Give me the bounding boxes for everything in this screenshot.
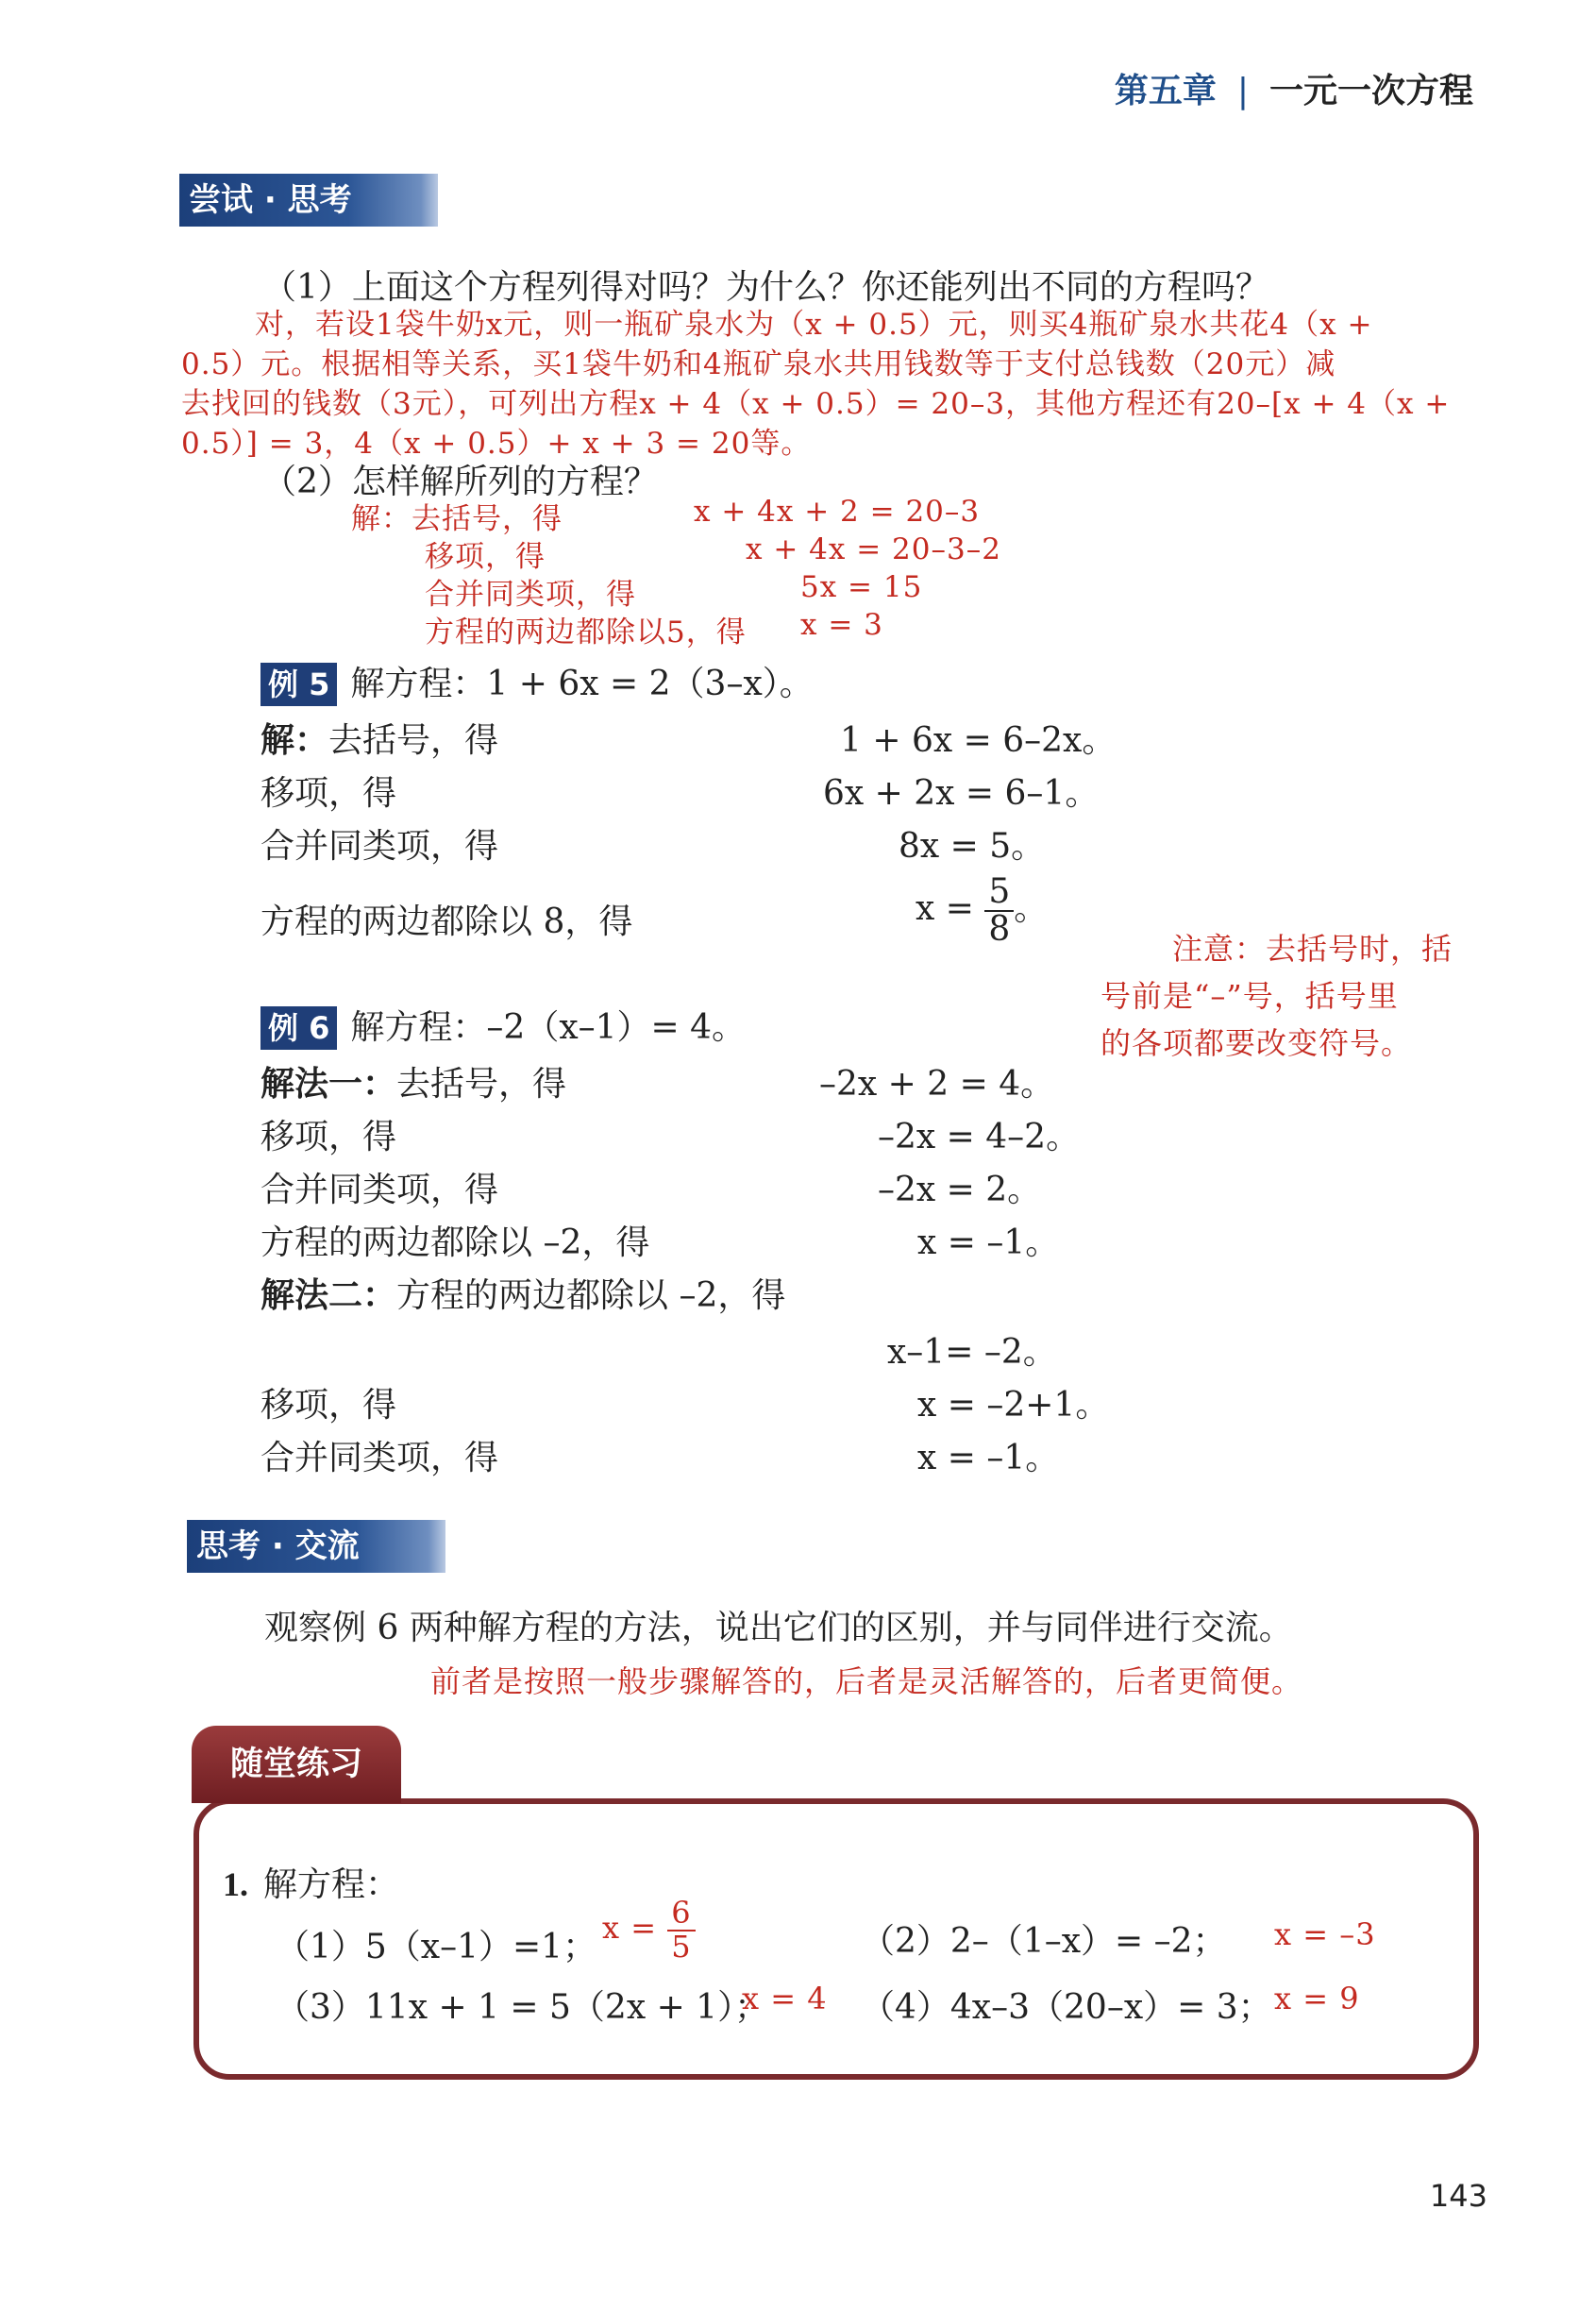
answer-1-line-2: 0.5）元。根据相等关系，买1袋牛奶和4瓶矿泉水共用钱数等于支付总钱数（20元）减 [181,347,1336,381]
example-5-step-3-label: 合并同类项，得 [260,827,499,866]
section-tag-think-discuss: 思考 · 交流 [187,1520,428,1573]
page-number: 143 [1429,2178,1487,2214]
method-1-step-4-eq: x = –1。 [917,1223,1060,1262]
answer-2-step-4-eq: x = 3 [800,608,883,642]
practice-item-3: （3）11x + 1 = 5（2x + 1）； [276,1988,769,2027]
answer-1-line-4: 0.5）] = 3，4（x + 0.5）+ x + 3 = 20等。 [181,427,812,461]
example-6-method-1-step-1 [260,1057,566,1105]
note-line-1: 注意：去括号时，括 [1172,931,1453,967]
practice-answer-1 [602,1895,696,1965]
fraction-denominator: 5 [671,1928,692,1965]
question-1: （1）上面这个方程列得对吗？为什么？你还能列出不同的方程吗？ [262,268,1269,307]
example-5-heading [260,657,814,706]
answer-2-step-1-eq: x + 4x + 2 = 20–3 [694,495,981,529]
practice-tab: 随堂练习 [192,1726,401,1803]
chapter-title: 一元一次方程 [1268,72,1473,110]
note-line-2: 号前是“–”号，括号里 [1100,978,1399,1014]
discussion-question: 观察例 6 两种解方程的方法，说出它们的区别，并与同伴进行交流。 [264,1609,1293,1647]
example-5-step-1-eq: 1 + 6x = 6–2x。 [840,721,1117,760]
example-5-step-4-label: 方程的两边都除以 8，得 [260,902,633,941]
example-6-badge: 例 6 [260,1006,337,1050]
example-6-heading [260,1001,746,1050]
discussion-answer: 前者是按照一般步骤解答的，后者是灵活解答的，后者更简便。 [430,1663,1303,1699]
answer-2-step-3-label: 合并同类项，得 [425,578,636,612]
practice-item-4: （4）4x–3（20–x）= 3； [861,1988,1272,2027]
method-1-step-2-label: 移项，得 [260,1118,397,1156]
answer-2-step-2-label: 移项，得 [425,540,546,574]
method-1-step-4-label: 方程的两边都除以 –2，得 [260,1223,650,1262]
example-5-step-4-eq-suffix: 。 [1014,888,1049,928]
method-1-prefix: 解法一： [260,1064,397,1104]
method-1-step-3-label: 合并同类项，得 [260,1171,499,1209]
header-separator: | [1236,72,1249,110]
example-5-solution-prefix: 解： [260,720,329,760]
example-5-step-2-label: 移项，得 [260,774,397,813]
answer-2-step-1-label: 解：去括号，得 [351,502,563,536]
example-5-step-1 [260,714,498,762]
example-5-problem: 解方程：1 + 6x = 2（3–x）。 [350,665,814,703]
fraction-numerator: 6 [667,1898,695,1931]
chapter-number: 第五章 [1114,72,1217,110]
note-line-3: 的各项都要改变符号。 [1100,1025,1413,1061]
practice-answer-4: x = 9 [1274,1981,1360,2016]
practice-answer-1-prefix: x = [602,1910,658,1947]
fraction-denominator: 8 [988,909,1011,949]
question-2: （2）怎样解所列的方程？ [262,463,658,501]
answer-1-line-1: 对，若设1袋牛奶x元，则一瓶矿泉水为（x + 0.5）元，则买4瓶矿泉水共花4（x + [255,308,1373,342]
method-2-intro-text: 方程的两边都除以 –2，得 [396,1276,786,1315]
example-6-method-2-intro [260,1269,785,1317]
method-2-first-eq: x–1= –2。 [887,1333,1057,1372]
practice-item-1: （1）5（x–1）=1； [276,1928,597,1966]
method-2-step-1-eq: x = –2+1。 [917,1386,1110,1425]
practice-instruction-text: 解方程： [263,1865,400,1904]
example-5-step-4-eq [916,874,1048,948]
answer-2-step-2-eq: x + 4x = 20–3–2 [746,532,1001,566]
practice-item-2: （2）2–（1–x）= –2； [861,1922,1227,1961]
section-tag-try-think: 尝试 · 思考 [179,174,421,227]
method-1-step-1-label: 去括号，得 [396,1065,567,1104]
chapter-header [1115,64,1473,112]
answer-2-step-4-label: 方程的两边都除以5，得 [425,616,747,649]
answer-1-line-3: 去找回的钱数（3元），可列出方程x + 4（x + 0.5）= 20–3，其他方程还有20–[x + 4（x + [181,387,1451,421]
example-5-badge: 例 5 [260,663,337,706]
fraction-numerator: 5 [984,874,1014,912]
practice-instruction [223,1858,399,1906]
fraction-6-5 [667,1895,695,1965]
fraction-5-8 [984,874,1014,948]
answer-2-step-3-eq: 5x = 15 [800,570,923,604]
practice-answer-2: x = –3 [1274,1916,1376,1952]
method-2-step-2-eq: x = –1。 [917,1439,1060,1477]
example-6-problem: 解方程：–2（x–1）= 4。 [350,1008,747,1047]
example-5-step-2-eq: 6x + 2x = 6–1。 [823,774,1100,813]
method-1-step-1-eq: –2x + 2 = 4。 [819,1065,1055,1104]
method-1-step-2-eq: –2x = 4–2。 [878,1118,1081,1156]
method-2-step-2-label: 合并同类项，得 [260,1439,499,1477]
practice-number: 1. [223,1865,248,1903]
example-5-step-3-eq: 8x = 5。 [899,827,1046,866]
method-2-step-1-label: 移项，得 [260,1386,397,1425]
method-2-prefix: 解法二： [260,1275,397,1315]
method-1-step-3-eq: –2x = 2。 [878,1171,1042,1209]
example-5-step-1-label: 去括号，得 [328,721,499,760]
practice-answer-3: x = 4 [742,1981,828,2016]
example-5-step-4-eq-prefix: x = [916,888,974,928]
